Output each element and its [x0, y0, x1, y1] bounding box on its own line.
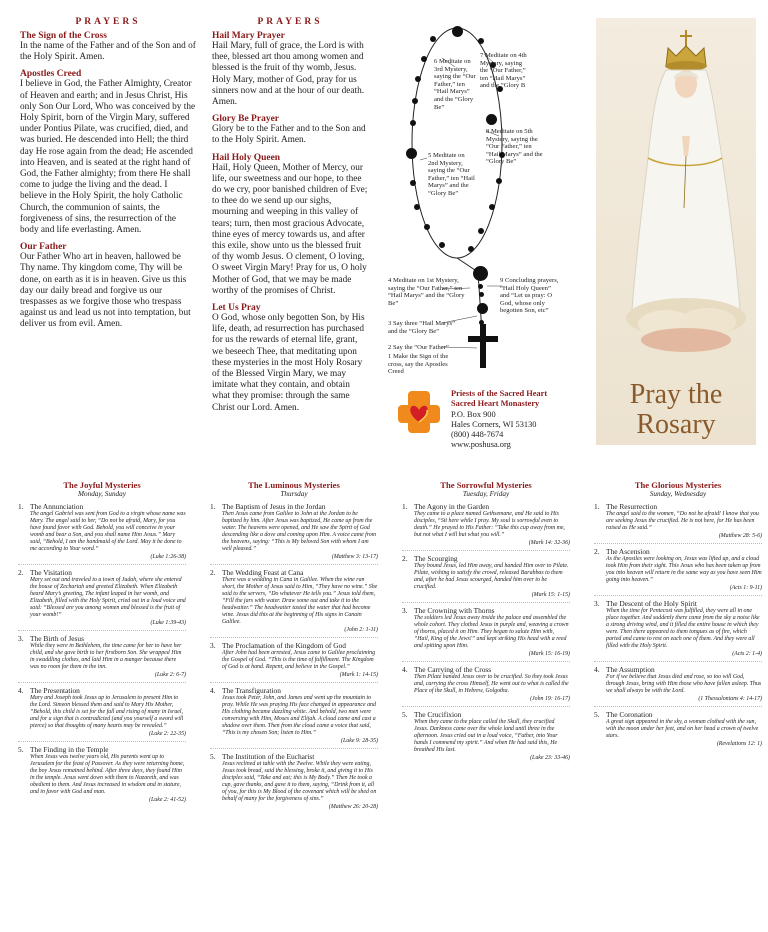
- mystery-reference: (Luke 2: 22-35): [149, 731, 186, 737]
- sorrowful-mysteries: [402, 480, 570, 761]
- mystery-item: [594, 502, 762, 539]
- mystery-number: 2.: [210, 568, 216, 577]
- apostles-creed-title: Apostles Creed: [20, 69, 82, 80]
- rosary-diagram: [382, 18, 592, 398]
- label-step-5: 5 Meditate on 2nd Mystery, saying the “Our Father,” ten “Hail Marys” and the “Glory Be”: [428, 152, 475, 197]
- publisher-city: Hales Corners, WI 53130: [451, 419, 537, 429]
- glory-be-title: Glory Be Prayer: [212, 114, 280, 125]
- hail-mary-bead: [478, 38, 484, 44]
- cover-title-line-2: Rosary: [636, 409, 716, 440]
- hail-mary-title: Hail Mary Prayer: [212, 31, 285, 41]
- mystery-name: The Scourging: [414, 554, 458, 563]
- prayers-column-2: [212, 17, 368, 414]
- mystery-reference: (Acts 2: 1-4): [732, 651, 762, 657]
- mystery-scripture: As the Apostles were looking on, Jesus was lifted up, and a cloud took Him from their sight. This Jesus who has been taken up from you into heaven will return in the same way as you have seen Him going into heaven.”: [606, 556, 762, 583]
- mystery-number: 5.: [210, 752, 216, 761]
- mystery-item: [210, 641, 378, 678]
- mystery-number: 3.: [18, 634, 24, 643]
- mystery-name: The Birth of Jesus: [30, 634, 84, 643]
- mystery-name: The Institution of the Eucharist: [222, 752, 315, 761]
- hail-mary-bead: [496, 178, 502, 184]
- divider: [594, 595, 762, 596]
- label-step-7: 7 Meditate on 4th Mystery, saying the “Our Father,” ten “Hail Marys” and the “Glory B: [480, 52, 527, 90]
- mystery-name: The Proclamation of the Kingdom of God: [222, 641, 346, 650]
- mystery-item: [18, 686, 186, 737]
- hail-holy-queen-text: Hail, Holy Queen, Mother of Mercy, our life, our sweetness and our hope, to thee do we cry, poor banished children of Eve; to thee do we send up our sighs, mourning and weeping in this valley of tears; turn, then most gracious Advocate, thine eyes of mercy towards us, and after this exile, show unto us the blessed fruit of thy womb Jesus. O clement, O loving, O sweet Virgin Mary! Pray for us, O holy Mother of God, that we may be made worthy of the promises of Christ.: [212, 162, 368, 296]
- mystery-item: [402, 554, 570, 598]
- mystery-item: [210, 686, 378, 744]
- label-step-8: 8 Meditate on 5th Mystery, saying the “Our Father,” ten “Hail Marys” and the “Glory Be”: [486, 128, 543, 166]
- mystery-name: The Visitation: [30, 568, 72, 577]
- mystery-number: 3.: [594, 599, 600, 608]
- mystery-scripture: Then Jesus came from Galilee to John at the Jordan to be baptized by him. After Jesus was baptized, He came up from the water. The heavens were opened, and He saw the Spirit of God descending like a dove and coming upon Him. A voice came from the heavens, saying: “This is My beloved Son with whom I am well pleased.”: [222, 511, 376, 552]
- virgin-mary-statue-icon: [596, 18, 756, 368]
- mystery-number: 1.: [402, 502, 408, 511]
- divider: [18, 564, 186, 565]
- mystery-name: The Presentation: [30, 686, 80, 695]
- mystery-reference: (Matthew 26: 20-28): [328, 804, 378, 810]
- mystery-scripture: Mary set out and traveled to a town of Judah, where she entered the house of Zechariah and greeted Elizabeth. When Elizabeth heard Mary’s greeting, The infant leaped in her womb, and Elizabeth, filled with the Holy Spirit, cried out in a loud voice and said: “Blessed are you among women and blessed is the fruit of your womb!”: [30, 577, 186, 618]
- joyful-mysteries: [18, 480, 186, 803]
- mystery-reference: (Luke 1:26-38): [150, 554, 186, 560]
- glorious-mysteries: [594, 480, 762, 747]
- label-step-4: 4 Meditate on 1st Mystery, saying the “Our Father,” ten “Hail Marys” and the “Glory Be”: [388, 277, 465, 307]
- publisher-line-2: Sacred Heart Monastery: [451, 399, 540, 409]
- label-step-2: 2 Say the “Our Father”: [388, 344, 449, 351]
- our-father-bead: [406, 148, 417, 159]
- divider: [402, 706, 570, 707]
- mystery-number: 3.: [402, 606, 408, 615]
- mystery-item: [18, 568, 186, 626]
- prayers-column-1: [20, 17, 196, 331]
- mystery-number: 5.: [402, 710, 408, 719]
- hail-mary-bead: [439, 242, 445, 248]
- mystery-number: 1.: [210, 502, 216, 511]
- hail-holy-queen-title: Hail Holy Queen: [212, 152, 281, 163]
- mystery-name: The Wedding Feast at Cana: [222, 568, 304, 577]
- mystery-number: 2.: [18, 568, 24, 577]
- hail-mary-bead: [478, 228, 484, 234]
- mystery-name: The Transfiguration: [222, 686, 281, 695]
- mystery-reference: (Mark 15: 16-19): [528, 651, 570, 657]
- mystery-reference: (John 19: 16-17): [530, 696, 570, 702]
- mystery-item: [594, 547, 762, 591]
- divider: [594, 661, 762, 662]
- mystery-item: [18, 634, 186, 678]
- mystery-scripture: When the time for Pentecost was fulfilled, they were all in one place together. And suddenly there came from the sky a noise like a strong driving wind, and it filled the entire house in which they were. Then there appeared to them tongues as of fire, which parted and came to rest on each one of them. And they were all filled with the Holy Spirit.: [606, 608, 760, 649]
- mystery-set-title: The Sorrowful Mysteries: [440, 480, 532, 490]
- mystery-set-days: Thursday: [280, 490, 308, 498]
- mystery-name: The Crowning with Thorns: [414, 606, 495, 615]
- our-father-bead: [452, 26, 463, 37]
- divider: [402, 550, 570, 551]
- hail-mary-bead: [410, 180, 416, 186]
- mystery-reference: (Luke 1:39-43): [150, 620, 186, 626]
- luminous-mysteries: [210, 480, 378, 810]
- publisher-line-1: Priests of the Sacred Heart: [451, 389, 548, 398]
- divider: [18, 630, 186, 631]
- mystery-scripture: For if we believe that Jesus died and rose, so too will God, through Jesus, bring with Him those who have fallen asleep. Thus we shall always be with the Lord.: [606, 674, 762, 694]
- mystery-number: 4.: [402, 665, 408, 674]
- our-father-text: Our Father Who art in heaven, hallowed be Thy name. Thy kingdom come, Thy will be done, on earth as it is in heaven. Give us this day our daily bread and forgive us our trespasses as we forgive those who trespass against us and lead us not into temptation, but deliver us from evil. Amen.: [20, 252, 191, 330]
- cover-panel: [596, 18, 756, 445]
- divider: [210, 682, 378, 683]
- divider: [402, 602, 570, 603]
- mystery-name: The Crucifixion: [414, 710, 462, 719]
- hail-mary-bead: [414, 204, 420, 210]
- mystery-reference: (1 Thessalonians 4: 14-17): [698, 696, 762, 702]
- mystery-scripture: Jesus reclined at table with the Twelve. While they were eating, Jesus took bread, said the blessing, broke it, and giving it to His disciples said, “Take and eat; this is My Body.” Then He took a cup, gave thanks, and gave it to them, saying, “Drink from it, all of you, for this is My Blood of the covenant which will be shed on behalf of many for the forgiveness of sins.”: [222, 761, 377, 802]
- hail-mary-bead: [424, 224, 430, 230]
- cover-title-line-1: Pray the: [629, 379, 723, 410]
- divider: [594, 706, 762, 707]
- mystery-number: 1.: [18, 502, 24, 511]
- glory-be-text: Glory be to the Father and to the Son and to the Holy Spirit. Amen.: [212, 124, 366, 146]
- mystery-set-days: Monday, Sunday: [78, 490, 126, 498]
- hail-mary-bead: [412, 98, 418, 104]
- hail-mary-bead: [479, 320, 484, 325]
- mystery-scripture: While they were in Bethlehem, the time came for her to have her child, and she gave birth to her firstborn Son. She wrapped Him in swaddling clothes, and laid Him in a manger because there was no room for them in the inn.: [30, 643, 182, 670]
- mystery-reference: (Mark 1: 14-15): [339, 672, 378, 678]
- label-step-6: 6 Meditate on 3rd Mystery, saying the “Our Father,” ten “Hail Marys” and the “Glory Be”: [434, 58, 476, 111]
- mystery-reference: (Matthew 3: 13-17): [331, 554, 378, 560]
- hail-mary-bead: [421, 56, 427, 62]
- our-father-bead: [477, 303, 488, 314]
- publisher-po-box: P.O. Box 900: [451, 409, 496, 419]
- mystery-item: [18, 745, 186, 803]
- hail-mary-bead: [410, 120, 416, 126]
- mystery-scripture: When Jesus was twelve years old, His parents went up to Jerusalem for the feast of Passover. As they were returning home, the boy Jesus remained behind. After three days, they found Him in the temple. Jesus went down with them to Nazareth, and was obedient to them. And Jesus increased in wisdom and in stature, and in favor with God and man.: [30, 754, 185, 795]
- divider: [210, 748, 378, 749]
- mystery-name: The Baptism of Jesus in the Jordan: [222, 502, 326, 511]
- let-us-pray-text: O God, whose only begotten Son, by His life, death, ad resurrection has purchased for us the rewards of eternal life, grant, we beseech Thee, that meditating upon these mysteries in the most Holy Rosary of the Blessed Virgin Mary, we may imitate what they contain, and obtain what they promise: through the same Christ our Lord. Amen.: [212, 313, 365, 413]
- hail-mary-bead: [479, 292, 484, 297]
- cover-title: [596, 380, 756, 440]
- mystery-reference: (John 2: 1-11): [344, 627, 378, 633]
- mystery-reference: (Revelations 12: 1): [716, 741, 762, 747]
- mystery-number: 4.: [18, 686, 24, 695]
- prayers-header-2: PRAYERS: [257, 17, 323, 27]
- label-step-3: 3 Say three “Hail Marys” and the “Glory Be”: [388, 320, 456, 335]
- mystery-reference: (Luke 2: 6-7): [154, 672, 186, 678]
- mystery-name: The Resurrection: [606, 502, 658, 511]
- center-medal: [473, 266, 488, 281]
- hail-mary-bead: [430, 36, 436, 42]
- mystery-number: 2.: [402, 554, 408, 563]
- divider: [594, 543, 762, 544]
- hail-mary-bead: [478, 284, 483, 289]
- mystery-item: [402, 606, 570, 657]
- our-father-title: Our Father: [20, 242, 67, 253]
- mystery-number: 5.: [594, 710, 600, 719]
- let-us-pray-title: Let Us Pray: [212, 303, 261, 314]
- mystery-name: The Coronation: [606, 710, 653, 719]
- mystery-reference: (Mark 14: 32-36): [528, 540, 570, 546]
- mystery-scripture: After John had been arrested, Jesus came to Galilee proclaiming the Gospel of God. “This is the time of fulfillment. The Kingdom of God is at hand. Repent, and believe in the Gospel.”: [222, 650, 376, 670]
- mystery-set-title: The Joyful Mysteries: [63, 480, 141, 490]
- mystery-name: The Assumption: [606, 665, 655, 674]
- mystery-name: The Descent of the Holy Spirit: [606, 599, 697, 608]
- mystery-number: 5.: [18, 745, 24, 754]
- prayers-header: PRAYERS: [75, 17, 141, 27]
- mystery-set-title: The Luminous Mysteries: [248, 480, 340, 490]
- mystery-number: 1.: [594, 502, 600, 511]
- mystery-item: [402, 665, 570, 702]
- mystery-item: [18, 502, 186, 560]
- mystery-item: [210, 752, 378, 810]
- mystery-reference: (Luke 9: 28-35): [341, 738, 378, 744]
- mystery-scripture: The angel said to the women, “Do not be afraid! I know that you are seeking Jesus the crucified. He is not here, for He has been raised as He said.”: [606, 511, 759, 531]
- mystery-reference: (Mark 15: 1-15): [531, 592, 570, 598]
- mystery-name: The Agony in the Garden: [414, 502, 490, 511]
- sign-of-cross-title: The Sign of the Cross: [20, 31, 107, 41]
- mystery-scripture: The soldiers led Jesus away inside the palace and assembled the whole cohort. They clothed Jesus in purple and, weaving a crown of thorns, placed it on Him. They began to salute Him with, “Hail, King of the Jews!” and kept striking His head with a reed and spitting upon Him.: [414, 615, 569, 649]
- publisher-web: www.poshusa.org: [451, 440, 511, 450]
- divider: [210, 564, 378, 565]
- mystery-scripture: Jesus took Peter, John, and James and went up the mountain to pray. While He was praying His face changed in appearance and His clothing became dazzling white. And behold, two men were conversing with Him, Moses and Elijah. A cloud came and cast a shadow over them. Then from the cloud came a voice that said, “This is my chosen Son; listen to Him.”: [222, 695, 376, 736]
- divider: [18, 741, 186, 742]
- mystery-number: 2.: [594, 547, 600, 556]
- divider: [402, 661, 570, 662]
- hail-mary-bead: [489, 204, 495, 210]
- hail-mary-text: Hail Mary, full of grace, the Lord is with thee, blessed art thou among women and blessed is the fruit of thy womb, Jesus. Holy Mary, mother of God, pray for us sinners now and at the hour of our death. Amen.: [212, 41, 365, 108]
- publisher-phone: (800) 448-7674: [451, 430, 504, 440]
- mystery-number: 3.: [210, 641, 216, 650]
- mystery-scripture: When they came to the place called the Skull, they crucified Jesus. Darkness came over the whole land until three in the afternoon. Jesus cried out in a loud voice, “Father, into Your hands I commend my spirit.” And when He had said this, He breathed His last.: [414, 719, 558, 753]
- mystery-reference: (Matthew 28: 5-6): [718, 533, 762, 539]
- sign-of-cross-text: In the name of the Father and of the Son and of the Holy Spirit. Amen.: [20, 41, 196, 63]
- publisher-info: [451, 389, 591, 451]
- mystery-number: 4.: [594, 665, 600, 674]
- hail-mary-bead: [415, 76, 421, 82]
- divider: [18, 682, 186, 683]
- mystery-reference: (Luke 2: 41-52): [149, 797, 186, 803]
- mystery-item: [594, 665, 762, 702]
- mystery-reference: (Luke 23: 33-46): [530, 755, 570, 761]
- mystery-item: [210, 568, 378, 633]
- label-step-9: 9 Concluding prayers, “Hail Holy Queen” and “Let us pray: O God, whose only begotten Son, etc”: [500, 277, 559, 315]
- mystery-set-days: Sunday, Wednesday: [649, 490, 707, 498]
- mystery-item: [594, 599, 762, 657]
- mystery-name: The Carrying of the Cross: [414, 665, 492, 674]
- divider: [210, 637, 378, 638]
- mystery-name: The Annunciation: [30, 502, 84, 511]
- mystery-scripture: The angel Gabriel was sent from God to a virgin whose name was Mary. The angel said to her, “Do not be afraid, Mary, for you have found favor with God. Behold, you will conceive in your womb and bear a Son, and you shall name Him Jesus.” Mary said, “Behold, I am the handmaid of the Lord. May it be done to me according to Your word.”: [30, 511, 186, 552]
- label-step-1: 1 Make the Sign of the cross, say the Apostles Creed: [388, 353, 449, 376]
- mystery-set-days: Tuesday, Friday: [462, 490, 510, 498]
- our-father-bead: [486, 114, 497, 125]
- mystery-name: The Finding in the Temple: [30, 745, 109, 754]
- mystery-number: 4.: [210, 686, 216, 695]
- mystery-scripture: They came to a place named Gethsemane, and He said to His disciples, “Sit here while I pray. My soul is sorrowful even to death.” He prayed to His Father: “Take this cup away from me, but not what I will but what you will.”: [414, 511, 565, 538]
- sacred-heart-logo-icon: [396, 389, 442, 435]
- mystery-scripture: Then Pilate handed Jesus over to be crucified. So they took Jesus and, carrying the cross Himself, He went out to what is called the Place of the Skull, in Hebrew, Golgotha.: [414, 674, 569, 694]
- mystery-scripture: They bound Jesus, led Him away, and handed Him over to Pilate. Pilate, wishing to satisfy the crowd, released Barabbas to them and, after he had Jesus scourged, handed him over to be crucified.: [414, 563, 569, 590]
- mystery-scripture: A great sign appeared in the sky, a woman clothed with the sun, with the moon under her feet, and on her head a crown of twelve stars.: [606, 719, 759, 739]
- mystery-set-title: The Glorious Mysteries: [634, 480, 722, 490]
- mystery-scripture: There was a wedding in Cana in Galilee. When the wine ran short, the Mother of Jesus said to Him, “They have no wine.” She said to the servers, “Do whatever He tells you.” Jesus told them, “Fill the jars with water. Draw some out and take it to the headwaiter.” The headwaiter tasted the water that had become wine. Jesus did this at the beginning of His signs in Canain Galilee.: [222, 577, 378, 625]
- mystery-item: [402, 710, 570, 761]
- mystery-scripture: Mary and Joseph took Jesus up to Jerusalem to present Him to the Lord. Simeon blessed them and said to Mary His Mother, “Behold, this child is set for the fall and rising of many in Israel, and for a sign that is contradicted (and you yourself a sword will pierce) so that thoughts of many hearts may be revealed.”: [30, 695, 184, 729]
- mystery-name: The Ascension: [606, 547, 650, 556]
- hail-mary-bead: [468, 246, 474, 252]
- mystery-item: [402, 502, 570, 546]
- mystery-item: [594, 710, 762, 747]
- mystery-reference: (Acts 1: 9-11): [729, 585, 762, 591]
- apostles-creed-text: I believe in God, the Father Almighty, Creator of Heaven and earth; and in Jesus Christ, His only Son Our Lord, Who was conceived by the Holy Spirit, born of the Virgin Mary, suffered under Pontius Pilate, was crucified, died, and was buried. He descended into Hell; the third day He rose again from the dead; He ascended into Heaven, and is seated at the right hand of God, the Father almighty; from there He shall come to judge the living and the dead. I believe in the Holy Spirit, the holy Catholic Church, the communion of saints, the forgiveness of sins, the resurrection of the body and life everlasting. Amen.: [20, 79, 196, 236]
- mystery-item: [210, 502, 378, 560]
